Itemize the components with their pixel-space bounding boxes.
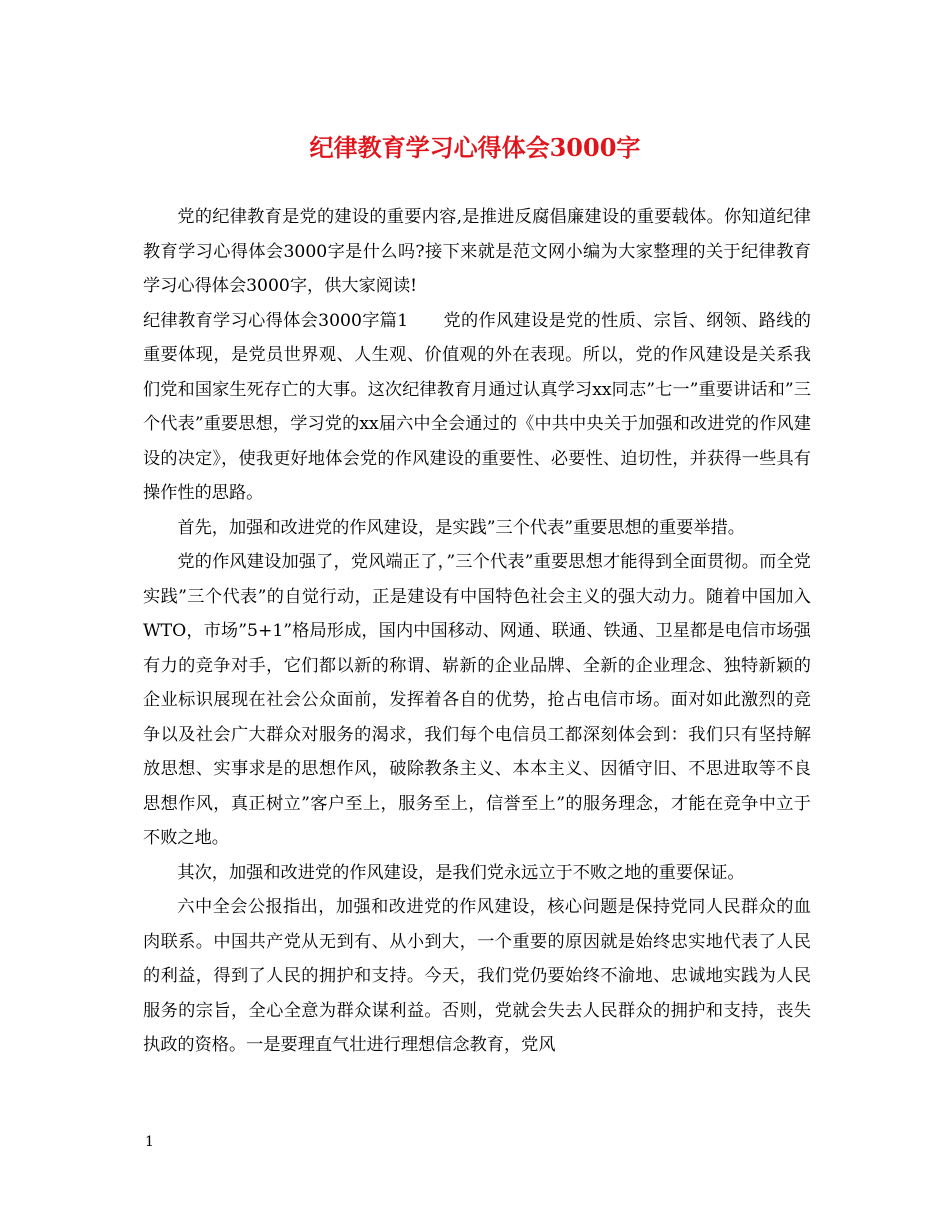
page-number: 1	[145, 1134, 154, 1150]
paragraph-intro: 党的纪律教育是党的建设的重要内容,是推进反腐倡廉建设的重要载体。你知道纪律教育学习心得体会3000字是什么吗?接下来就是范文网小编为大家整理的关于纪律教育学习心得体会3000字，供大家阅读!	[143, 207, 811, 296]
document-title: 纪律教育学习心得体会3000字	[309, 133, 641, 162]
paragraph-plenum-report: 六中全会公报指出，加强和改进党的作风建设，核心问题是保持党同人民群众的血肉联系。中国共产党从无到有、从小到大，一个重要的原因就是始终忠实地代表了人民的利益，得到了人民的拥护和支持。今天，我们党仍要始终不渝地、忠诚地实践为人民服务的宗旨，全心全意为群众谋利益。否则，党就会失去人民群众的拥护和支持，丧失执政的资格。一是要理直气壮进行理想信念教育，党风	[143, 897, 811, 1055]
paragraph-second-point: 其次，加强和改进党的作风建设，是我们党永远立于不败之地的重要保证。	[177, 862, 745, 883]
document-body	[143, 200, 811, 1063]
paragraph-section-1: 纪律教育学习心得体会3000字篇1 党的作风建设是党的性质、宗旨、纲领、路线的重要体现，是党员世界观、人生观、价值观的外在表现。所以，党的作风建设是关系我们党和国家生死存亡的大事。这次纪律教育月通过认真学习xx同志”七一”重要讲话和”三个代表”重要思想，学习党的xx届六中全会通过的《中共中央关于加强和改进党的作风建设的决定》，使我更好地体会党的作风建设的重要性、必要性、迫切性，并获得一些具有操作性的思路。	[143, 310, 811, 503]
paragraph-telecom-competition: 党的作风建设加强了，党风端正了，”三个代表”重要思想才能得到全面贯彻。而全党实践”三个代表”的自觉行动，正是建设有中国特色社会主义的强大动力。随着中国加入WTO，市场”5+1”格局形成，国内中国移动、网通、联通、铁通、卫星都是电信市场强有力的竞争对手，它们都以新的称谓、崭新的企业品牌、全新的企业理念、独特新颖的企业标识展现在社会公众面前，发挥着各自的优势，抢占电信市场。面对如此激烈的竞争以及社会广大群众对服务的渴求，我们每个电信员工都深刻体会到：我们只有坚持解放思想、实事求是的思想作风，破除教条主义、本本主义、因循守旧、不思进取等不良思想作风，真正树立”客户至上，服务至上，信誉至上”的服务理念，才能在竞争中立于不败之地。	[143, 552, 811, 848]
paragraph-first-point: 首先，加强和改进党的作风建设，是实践”三个代表”重要思想的重要举措。	[177, 517, 745, 538]
